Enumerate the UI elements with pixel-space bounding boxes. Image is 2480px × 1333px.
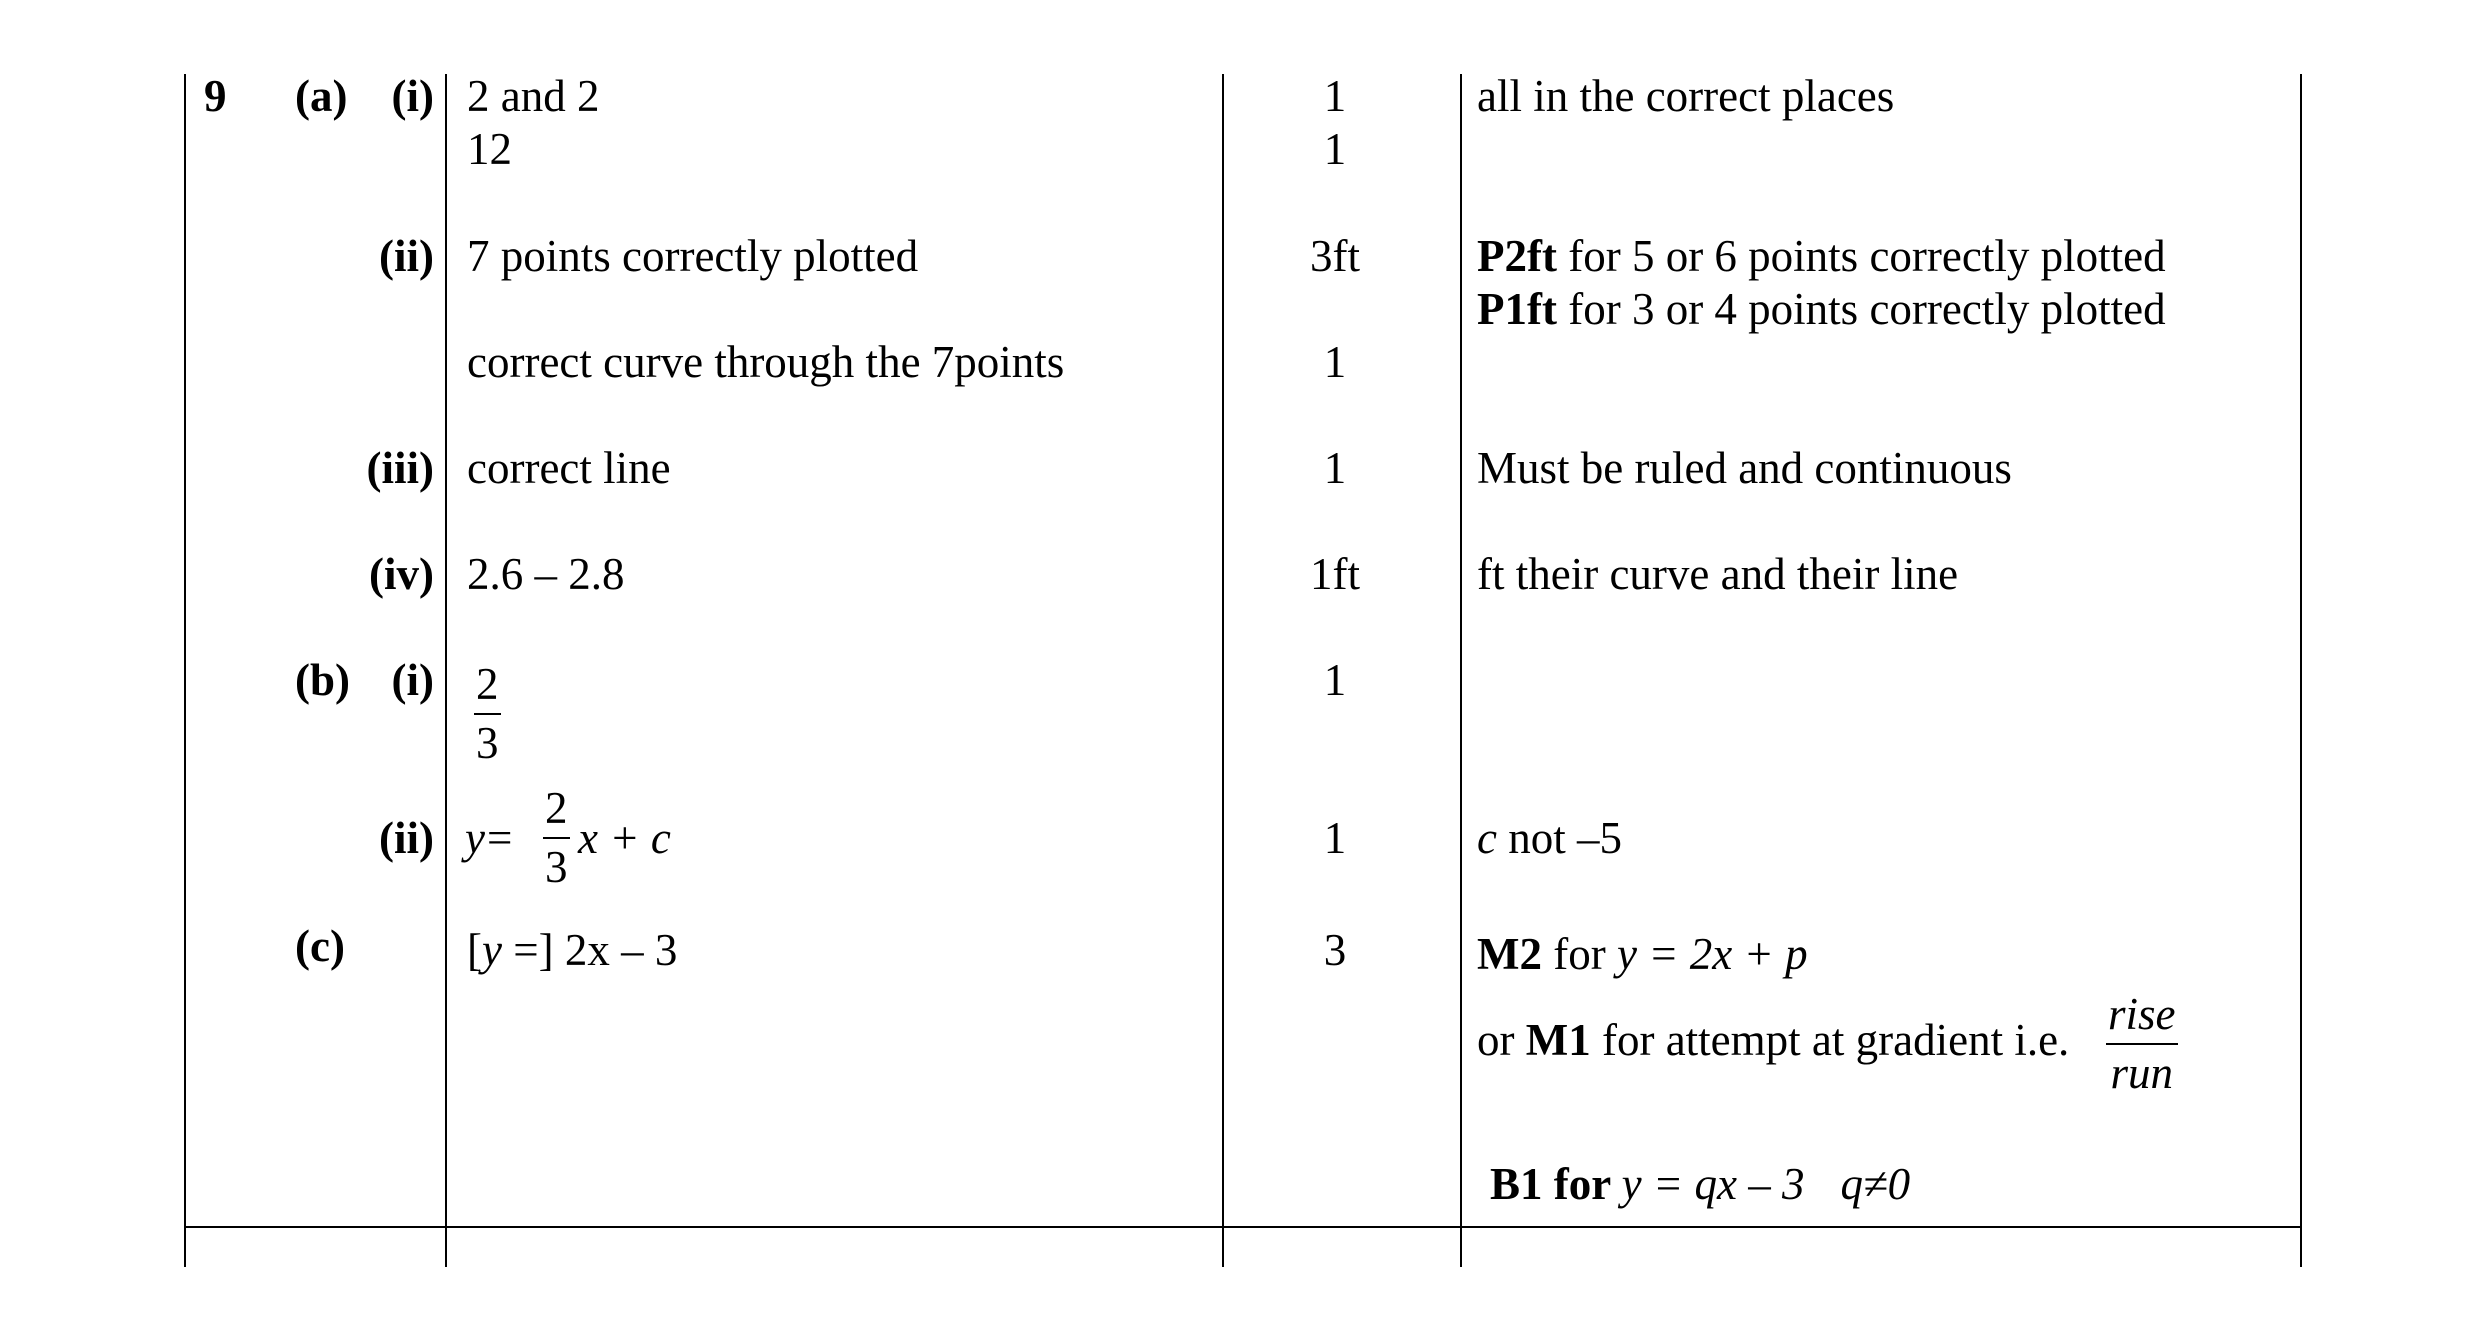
answer-b-ii-rhs: x + c: [578, 813, 671, 863]
note-b-ii: [1477, 812, 1622, 864]
note-c-m1: [1477, 1014, 2069, 1066]
mark-a-ii-1: 3ft: [1310, 231, 1360, 281]
part-b-ii-label: (ii): [379, 813, 434, 863]
note-c-rise: rise: [2108, 989, 2176, 1039]
mark-b-i: 1: [1323, 655, 1347, 705]
note-c-b1-condition: q≠0: [1840, 1159, 1911, 1209]
answer-b-ii-fraction: [543, 783, 570, 892]
note-c-m2: [1477, 928, 1808, 980]
note-c-m2-expression: y = 2x + p: [1616, 929, 1808, 979]
part-a-ii-label: (ii): [379, 231, 434, 281]
note-a-ii-p1-text: for 3 or 4 points correctly plotted: [1556, 284, 2166, 334]
answer-a-ii-line2: correct curve through the 7points: [467, 337, 1065, 387]
answer-b-i-numerator: 2: [476, 659, 499, 709]
note-a-ii-p2: [1477, 230, 2166, 282]
mark-a-ii-2: 1: [1323, 337, 1347, 387]
note-c-run: run: [2110, 1048, 2173, 1098]
note-a-ii-p2-text: for 5 or 6 points correctly plotted: [1556, 231, 2166, 281]
answer-c-expression: 2x – 3: [564, 925, 678, 975]
mark-a-iii: 1: [1323, 443, 1347, 493]
answer-c: [467, 924, 677, 976]
answer-a-iv: 2.6 – 2.8: [467, 549, 625, 599]
note-c-m2-code: M2: [1477, 929, 1542, 979]
answer-c-variable: y: [482, 925, 502, 975]
note-a-ii-p1: [1477, 283, 2166, 335]
mark-column-divider: [1222, 74, 1224, 1267]
note-c-m1-text: for attempt at gradient i.e.: [1590, 1015, 2070, 1065]
part-c-label: (c): [295, 921, 345, 971]
note-a-iv: ft their curve and their line: [1477, 549, 1959, 599]
mark-a-i-1: 1: [1323, 71, 1347, 121]
answer-b-ii-lhs: y: [465, 813, 485, 863]
note-c-b1-expression: y = qx – 3: [1621, 1159, 1805, 1209]
table-left-border: [184, 74, 186, 1267]
answer-c-open-bracket: [: [467, 925, 482, 975]
part-a-iv-label: (iv): [369, 549, 434, 599]
note-b-ii-variable: c: [1477, 813, 1497, 863]
answer-a-ii-line1: 7 points correctly plotted: [467, 231, 919, 281]
note-b-ii-text: not –5: [1496, 813, 1622, 863]
answer-a-i-line2: 12: [467, 124, 512, 174]
note-c-or: or: [1477, 1015, 1526, 1065]
note-c-m2-text: for: [1541, 929, 1617, 979]
note-a-ii-p2-code: P2ft: [1477, 231, 1557, 281]
note-a-i: all in the correct places: [1477, 71, 1895, 121]
table-bottom-border: [184, 1226, 2302, 1228]
part-a-iii-label: (iii): [366, 443, 434, 493]
answer-column-divider: [445, 74, 447, 1267]
part-b-label: (b): [295, 655, 350, 705]
notes-column-divider: [1460, 74, 1462, 1267]
part-b-i-label: (i): [391, 655, 434, 705]
note-c-b1-code: B1 for: [1490, 1159, 1622, 1209]
answer-b-ii-numerator: 2: [545, 783, 568, 833]
answer-b-i-fraction: [474, 659, 501, 768]
answer-a-iii: correct line: [467, 443, 671, 493]
answer-b-ii-equals: =: [487, 813, 513, 863]
note-c-rise-over-run: [2106, 989, 2178, 1098]
part-a-label: (a): [295, 71, 348, 121]
note-a-iii: Must be ruled and continuous: [1477, 443, 2012, 493]
table-right-border: [2300, 74, 2302, 1267]
answer-a-i-line1: 2 and 2: [467, 71, 600, 121]
note-c-m1-code: M1: [1525, 1015, 1591, 1065]
question-number: 9: [204, 71, 227, 121]
part-a-i-label: (i): [391, 71, 434, 121]
mark-a-iv: 1ft: [1310, 549, 1360, 599]
note-a-ii-p1-code: P1ft: [1477, 284, 1557, 334]
answer-c-equals: =]: [501, 925, 565, 975]
mark-b-ii: 1: [1323, 813, 1347, 863]
answer-b-i-denominator: 3: [476, 718, 499, 768]
mark-a-i-2: 1: [1323, 124, 1347, 174]
answer-b-ii-denominator: 3: [545, 842, 568, 892]
note-c-b1: [1490, 1158, 1910, 1210]
mark-c: 3: [1323, 925, 1347, 975]
